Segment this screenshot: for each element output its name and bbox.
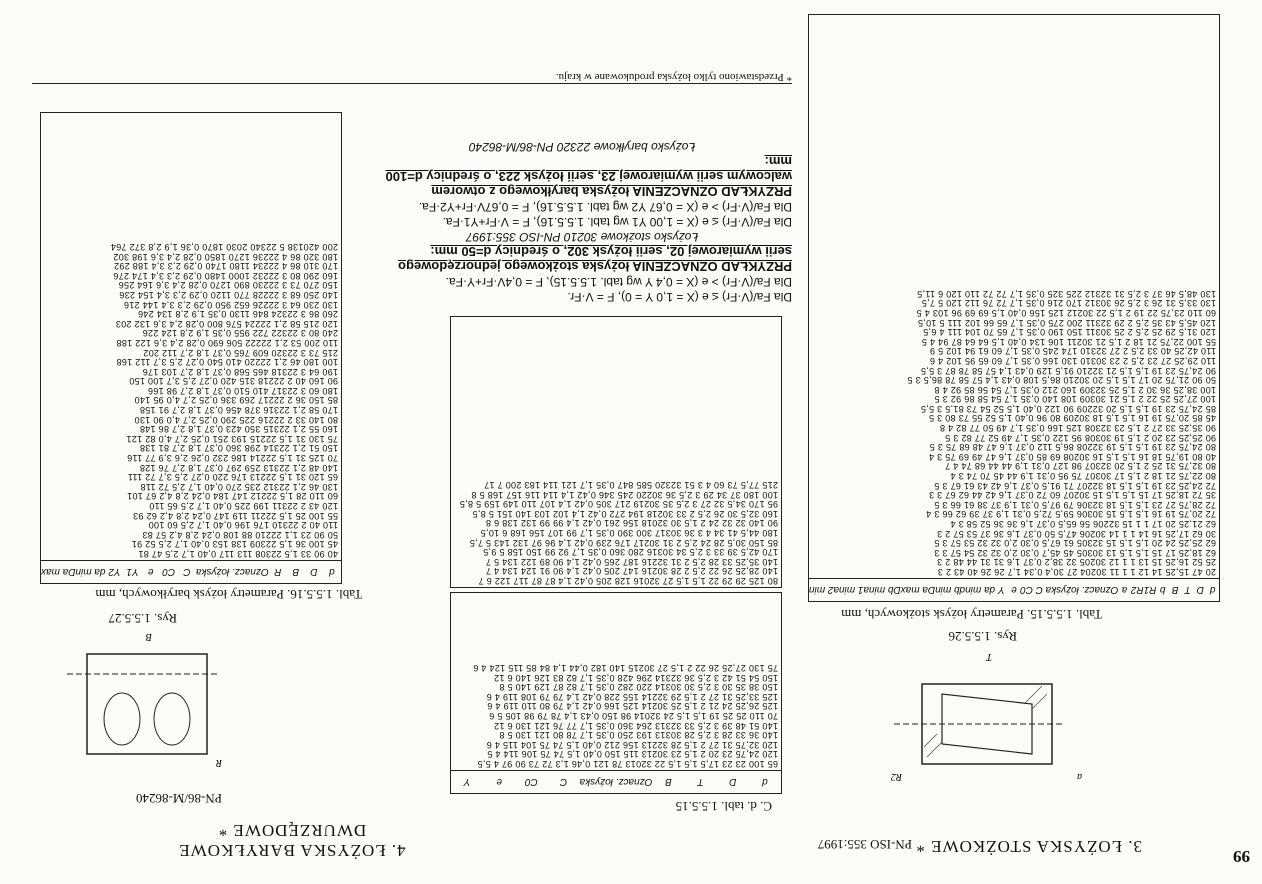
table-row: 120 31,5 29 25 2,5 2 25 30311 150 190 0,35 1,7 65 70 104 111 4 6,5 <box>922 327 1216 338</box>
col-T: T <box>1184 584 1191 596</box>
table-row: 65 100 23 23 17,5 1,5 1,5 22 32013 78 121 0,46 1,3 72 73 90 97 4 5,5 <box>477 759 778 769</box>
spherical-table-caption: Tabl. 1.5.5.16. Parametry łożysk baryłkowych, mm <box>95 587 362 602</box>
continued-table-header <box>451 770 781 793</box>
table-row: 120 215 58 2,1 22224 576 800 0,28 2,4 3,6 132 203 <box>115 318 338 329</box>
table-row: 150 270 73 3 22230 890 1270 0,28 2,4 3,6 164 256 <box>118 280 338 291</box>
tapered-table <box>808 14 1220 602</box>
svg-text:a: a <box>1077 771 1082 782</box>
col-R1: R1 <box>1143 584 1157 596</box>
table-row: 100 27,25 25 22 2 1,5 21 30309 108 140 0,35 1,7 54 58 86 92 3 5 <box>934 394 1216 405</box>
table-row: 140 51 48 39 3 2,5 33 32313 264 360 0,35 1,7 77 76 121 130 6 12 <box>493 720 778 731</box>
scol-C0: C0 <box>162 566 176 578</box>
table-row: 85 24,75 23 19 1,5 1,5 20 32209 90 122 0,40 1,5 52 54 73 81,5 3 5,5 <box>920 403 1216 414</box>
table-row: 70 110 25 25 19 1,5 1,5 24 32014 98 150 0,43 1,4 78 79 98 105 5 6 <box>488 711 778 722</box>
table-row: 20 47 15,25 14 12 1 1 11 30204 27 30,4 0,34 1,7 26 26 40 43 2 3 <box>937 567 1216 577</box>
continued-table-body-2 <box>451 477 781 587</box>
scol-Da: Da max <box>41 566 76 578</box>
table-row: 120 24,75 23 20 2 1,5 23 30213 115 150 0,40 1,5 74 75 106 114 4 5 <box>487 749 778 760</box>
table-row: 150 51 2,1 22314 298 360 0,37 1,8 2,7 81 138 <box>139 443 338 454</box>
col-b: b <box>1159 584 1166 596</box>
table-row: 65 120 31 1,5 22213 176 220 0,27 2,5 3,7 72 111 <box>127 472 338 483</box>
formula-line-4: Dla Fa/(V·Fr) > e (X = 0,67 Y2 wg tabl. 1.5.5.16), F = 0,67V·Fr+Y2·Fa. <box>418 200 792 214</box>
table-row: 140 36 33 28 3 2,5 28 30313 193 250 0,35 1,7 78 80 121 130 5 8 <box>499 730 778 741</box>
section-title-tapered: 3. ŁOŻYSKA STOŻKOWE * <box>915 837 1142 856</box>
col-d: d <box>1209 584 1216 596</box>
table-row: 160 55 2,1 22315 350 423 0,37 1,8 2,7 86 148 <box>139 424 338 435</box>
table-row: 85 150 30,5 28 24 2,5 2 31 30217 176 239 0,42 1,4 96 97 132 143 5 7,5 <box>469 537 778 548</box>
footnote: * Przedstawiono tylko łożyska produkowane w kraju. <box>32 71 792 84</box>
tapered-figure-label: Rys. 1.5.5.26 <box>948 629 1017 644</box>
table-row: 160 32,5 30 26 2,5 2 33 30218 194 272 0,42 1,4 102 103 140 151 5 8,5 <box>472 508 778 519</box>
ccol-d: d <box>762 776 768 788</box>
tapered-standard: PN-ISO 355:1997 <box>817 837 912 852</box>
spherical-table-body <box>41 239 341 560</box>
table-row: 110 42,25 40 33 2,5 2 27 32310 174 245 0,35 1,7 60 61 94 102 5 9 <box>929 346 1216 357</box>
table-row: 180 44,5 41 34 4 3 36 30317 300 390 0,35 1,7 99 107 156 168 6 10,5 <box>480 528 778 539</box>
formula-block <box>372 139 792 304</box>
ccol-e: e <box>496 776 502 788</box>
table-row: 125 26,25 24 21 2 1,5 25 30214 125 166 0,42 1,4 79 80 110 119 4 6 <box>487 701 778 712</box>
table-row: 260 86 3 22324 846 1130 0,35 1,9 2,8 134 246 <box>137 309 338 320</box>
table-row: 125 33,25 31 27 2 1,5 29 32214 155 228 0,42 1,4 79 79 108 119 4 6 <box>486 691 778 702</box>
svg-text:R: R <box>215 757 222 768</box>
ccol-B: B <box>665 776 672 788</box>
table-row: 100 180 46 2,1 22220 410 540 0,27 2,5 3,7 112 168 <box>116 357 338 368</box>
table-row: 100 38,25 36 30 2 1,5 25 32309 160 212 0,35 1,7 54 56 85 92 4 8 <box>934 384 1216 395</box>
table-row: 70 125 31 1,5 22214 186 232 0,26 2,6 3,9 77 116 <box>126 453 338 464</box>
table-row: 130 33,5 31 26 3 2,5 26 30312 170 216 0,35 1,7 72 76 112 120 5 7,5 <box>921 298 1216 309</box>
scol-e: e <box>147 566 154 578</box>
spherical-figure-label: Rys. 1.5.5.27 <box>108 611 177 626</box>
table-row: 180 60 3 22317 410 510 0,37 1,8 2,7 98 166 <box>147 385 338 396</box>
table-row: 40 80 19,75 18 16 1,5 1,5 16 30208 69 85 0,37 1,6 47 49 69 75 3 4 <box>928 451 1216 462</box>
ccol-Y: Y <box>463 776 471 788</box>
table-row: 100 180 37 34 29 3 2,5 36 30220 245 346 0,42 1,4 114 116 157 168 5 8 <box>471 489 778 500</box>
table-row: 130 230 64 3 22226 652 950 0,29 2,3 3,4 144 216 <box>123 299 338 310</box>
svg-text:T: T <box>986 651 992 662</box>
col-Db: Db min <box>868 584 901 596</box>
table-row: 140 48 2,1 22313 259 297 0,37 1,8 2,7 76 128 <box>139 462 338 473</box>
table-row: 75 130 27,25 26 22 2 1,5 27 30215 140 182 0,44 1,4 84 85 115 124 4 6 <box>473 663 778 674</box>
col-Y: Y <box>998 584 1005 596</box>
table-row: 45 100 36 1,5 22309 138 153 0,40 1,7 2,5 52 91 <box>131 539 338 550</box>
ccol-D: D <box>729 776 737 788</box>
tapered-table-header <box>809 578 1219 601</box>
col-a1: a1 min <box>838 584 869 596</box>
table-row: 150 54 51 42 3 2,5 36 32314 296 428 0,35 1,7 82 83 126 140 6 12 <box>493 672 778 683</box>
continued-table <box>450 592 782 794</box>
table-row: 95 170 34,5 32 27 3 2,5 35 30219 217 305 0,42 1,4 107 110 149 159 5 8,5 <box>459 499 778 510</box>
table-row: 50 90 21,75 20 17 1,5 1,5 20 30210 86,5 108 0,43 1,4 57 58 78 86,5 3 5 <box>907 375 1216 386</box>
table-row: 215 77,5 73 60 4 3 51 32320 585 847 0,35 1,7 121 114 183 200 7 17 <box>483 480 778 491</box>
col-a2: a2 min <box>808 584 839 596</box>
spherical-standard: PN-86/M-86240 <box>136 791 222 806</box>
table-row: 60 110 28 1,5 22212 147 184 0,24 2,8 4,2 67 101 <box>126 491 338 502</box>
col-C: C <box>1035 584 1043 596</box>
svg-text:R2: R2 <box>890 771 902 782</box>
table-row: 80 32,75 31 25 2 1,5 20 32307 98 127 0,31 1,9 44 44 68 74 4 7 <box>944 461 1216 472</box>
spherical-table <box>40 112 342 584</box>
ccol-T: T <box>697 776 704 788</box>
table-row: 25 52 16,25 15 13 1 1 12 30205 32 38,2 0,37 1,6 31 31 44 48 2 3 <box>936 557 1216 568</box>
table-row: 80 24,75 23 19 1,5 1,5 19 32208 86,5 112 0,37 1,6 47 48 68 75 3 5 <box>929 442 1216 453</box>
svg-text:B: B <box>145 631 152 642</box>
spherical-table-header <box>41 560 341 583</box>
ccol-C0: C0 <box>524 776 538 788</box>
table-row: 160 290 80 3 22232 1000 1480 0,29 2,3 3,4 174 276 <box>113 270 338 281</box>
table-row: 80 125 29 29 22 1,5 1,5 27 32016 128 205 0,42 1,4 87 87 117 122 6 7 <box>478 576 778 586</box>
continued-table-2 <box>450 316 782 588</box>
table-row: 110 200 53 2,1 22222 506 690 0,28 2,4 3,6 122 188 <box>116 337 338 348</box>
formula-line-3: Dla Fa/(V·Fr) ≤ e (X = 1,00 Y1 wg tabl. 1.5.5.16), F = V·Fr+Y1·Fa. <box>442 215 792 229</box>
col-db: db min <box>935 584 966 596</box>
scol-Y2: Y2 <box>108 566 121 578</box>
tapered-table-body <box>809 286 1219 578</box>
table-row: 62 21,25 20 17 1 1 15 32206 56 65,5 0,37 1,6 36 36 52 58 3 4 <box>950 519 1216 530</box>
table-row: 190 64 3 22318 465 568 0,37 1,8 2,7 103 176 <box>142 366 338 377</box>
formula-line-2: Dla Fa/(V·Fr) > e (X = 0,4 Y wg tabl. 1.5.5.15), F = 0,4V·Fr+Y·Fa. <box>445 275 792 289</box>
tapered-table-caption: Tabl. 1.5.5.15. Parametry łożysk stożkowych, mm <box>841 607 1102 622</box>
table-row: 150 38 35 30 3 2,5 30 30314 220 282 0,35 1,7 82 87 129 140 5 8 <box>499 682 778 693</box>
ccol-C: C <box>559 776 568 788</box>
table-row: 72 28,75 27 23 1,5 1,5 18 32306 79 97,5 0,31 1,9 37 38 61 66 3 5 <box>934 499 1216 510</box>
scol-designation: Oznacz. łożyska <box>195 566 269 578</box>
table-row: 215 73 3 22320 609 765 0,37 1,8 2,7 112 202 <box>143 347 338 358</box>
table-row: 200 420138 5 22340 2030 1870 0,36 1,9 2,8 372 764 <box>110 242 338 252</box>
table-row: 130 46 2,1 22312 235 270 0,40 1,7 2,5 72 118 <box>140 481 338 492</box>
table-row: 90 24,75 23 19 1,5 1,5 21 32210 91,5 129 0,43 1,4 57 58 78 87 3 5,5 <box>920 365 1216 376</box>
scol-R: R <box>274 566 282 578</box>
table-row: 55 100 22,75 21 18 2 1,5 21 30211 106 134 0,40 1,5 64 64 87 94 4 5 <box>921 336 1216 347</box>
col-Da: Da max <box>900 584 936 596</box>
section-title-spherical: 4. ŁOŻYSKA BARYŁKOWE DWURZĘDOWE * <box>178 821 406 860</box>
scol-da: da min <box>75 566 106 578</box>
tapered-bearing-drawing <box>862 644 1092 794</box>
table-row: 45 85 20,75 19 16 1,5 1,5 18 30209 80 96 0,40 1,5 52 55 73 80 3 5 <box>928 413 1216 424</box>
table-row: 62 25,25 24 20 1,5 1,5 15 32305 61 67,5 0,30 2,0 32 32 53 57 3 5 <box>934 538 1216 549</box>
col-a: a <box>1121 584 1128 596</box>
table-row: 60 110 23,75 22 19 2 1,5 22 30212 125 156 0,40 1,5 69 69 96 103 4 5 <box>916 307 1216 318</box>
continued-caption: C. d. tabl. 1.5.5.15 <box>675 799 772 814</box>
table-row: 30 62 17,25 16 14 1 1 14 30206 47,5 50 0,37 1,6 36 37 53 57 2 3 <box>936 528 1216 539</box>
scol-D: D <box>310 566 318 578</box>
table-row: 130 48,5 46 37 3 2,5 31 32312 225 325 0,35 1,7 72 72 110 120 6 11,5 <box>916 288 1216 299</box>
table-row: 62 18,25 17 15 1,5 1,5 13 30305 45 45,7 0,30 2,0 32 32 54 57 3 3 <box>934 547 1216 558</box>
table-row: 80 22,75 21 18 2 1,5 17 30307 75 95 0,31 1,9 44 45 70 74 3 4 <box>950 471 1216 482</box>
table-row: 110 29,25 27 23 2,5 2 23 30310 130 166 0,35 1,7 60 65 95 102 4 6 <box>929 355 1216 366</box>
example-designation-1: Łożysko stożkowe 30210 PN-ISO 355:1997 <box>465 230 699 244</box>
table-row: 90 140 32 32 24 2 1,5 30 32018 156 261 0,42 1,4 99 99 132 138 6 8 <box>485 518 778 529</box>
table-row: 110 40 2 22310 176 196 0,40 1,7 2,5 60 100 <box>148 520 338 531</box>
table-row: 75 130 31 1,5 22215 193 251 0,25 2,7 4,0 82 121 <box>126 433 338 444</box>
scol-d: d <box>329 566 335 578</box>
table-row: 40 90 33 1,5 22308 113 117 0,40 1,7 2,5 47 81 <box>138 549 338 559</box>
table-row: 80 140 33 2 22216 225 290 0,25 2,7 4,0 90 130 <box>134 414 338 425</box>
col-da: da min <box>965 584 996 596</box>
table-row: 140 28,25 26 22 2,5 2 28 30216 147 205 0,42 1,4 90 91 124 134 4 7 <box>485 566 778 577</box>
col-R2: R2 <box>1130 584 1144 596</box>
col-B: B <box>1171 584 1179 596</box>
scol-B: B <box>292 566 300 578</box>
example-title-2: PRZYKŁAD OZNACZENIA łożyska baryłkowego z otworem walcowym serii wymiarowej 23, serii łożysk 223, o średnicy d=100 mm: <box>385 154 792 199</box>
scol-C: C <box>183 566 191 578</box>
spherical-bearing-drawing <box>47 624 227 774</box>
table-row: 90 160 40 2 22218 315 420 0,27 2,5 3,7 100 150 <box>129 376 338 387</box>
example-title-1: PRZYKŁAD OZNACZENIA łożyska stożkowego jednorzędowego serii wymiarowej 02, serii łożysk 302, o średnicy d=50 mm: <box>398 244 792 274</box>
table-row: 170 58 2,1 22316 378 456 0,37 1,8 2,7 91 158 <box>139 405 338 416</box>
table-row: 120 45,5 43 35 2,5 2 29 32311 200 275 0,35 1,7 65 66 102 111 5 10,5 <box>917 317 1216 328</box>
table-row: 140 250 68 3 22228 770 1120 0,29 2,3 3,4 154 236 <box>119 289 338 300</box>
table-row: 120 43 2 22311 199 225 0,40 1,7 2,5 65 110 <box>149 501 338 512</box>
col-D: D <box>1196 584 1204 596</box>
table-row: 120 32,75 31 27 2 1,5 28 32213 156 212 0,40 1,5 74 75 104 115 4 6 <box>486 739 778 750</box>
table-row: 90 35,25 33 27 2 1,5 23 32308 125 166 0,35 1,7 49 50 77 82 4 8 <box>939 423 1216 434</box>
page-number: 99 <box>1233 847 1250 866</box>
table-row: 72 20,75 19 16 1,5 1,5 15 30306 59,5 72,5 0,31 1,9 37 39 62 66 3 4 <box>925 509 1216 520</box>
continued-table-body <box>451 660 781 770</box>
table-row: 180 320 86 4 22236 1270 1850 0,28 2,4 3,6 198 302 <box>113 251 338 262</box>
table-row: 55 100 25 1,5 22211 119 147 0,24 2,8 4,2 62 93 <box>132 510 338 521</box>
table-row: 85 150 36 2 22217 269 336 0,25 2,7 4,0 95 140 <box>134 395 338 406</box>
example-designation-2: Łożysko baryłkowe 22320 PN-86/M-86240 <box>468 140 696 154</box>
table-row: 240 80 3 22322 722 955 0,35 1,9 2,8 124 226 <box>142 328 338 339</box>
table-row: 72 24,25 23 19 1,5 1,5 18 32207 71 91,5 0,37 1,6 42 43 61 67 3 5 <box>934 480 1216 491</box>
table-row: 35 72 18,25 17 15 1,5 1,5 15 30207 60 72 0,37 1,6 42 44 62 67 3 3 <box>928 490 1216 501</box>
formula-line-1: Dla Fa/(V·Fr) ≤ e (X = 1,0 Y = 0), F = V·Fr. <box>567 290 792 304</box>
table-row: 50 90 23 1,1 22210 88 108 0,24 2,8 4,2 57 83 <box>142 529 338 540</box>
table-row: 170 42,5 39 33 3 2,5 34 30316 280 360 0,35 1,7 92 99 150 158 5 9,5 <box>482 547 778 558</box>
ccol-designation: Oznacz. łożyska <box>579 776 653 788</box>
table-row: 140 35,25 33 28 2,5 2 31 32216 187 265 0,42 1,4 90 89 122 134 5 7 <box>485 556 778 567</box>
table-row: 90 25,25 23 20 2 1,5 19 30308 95 122 0,35 1,7 49 52 77 82 3 5 <box>944 432 1216 443</box>
col-designation: Oznacz. łożyska <box>1045 584 1119 596</box>
col-C0: C0 <box>1020 584 1033 596</box>
scol-Y1: Y1 <box>126 566 139 578</box>
table-row: 170 310 86 4 22234 1180 1740 0,29 2,3 3,4 188 292 <box>113 261 338 272</box>
col-e: e <box>1011 584 1017 596</box>
